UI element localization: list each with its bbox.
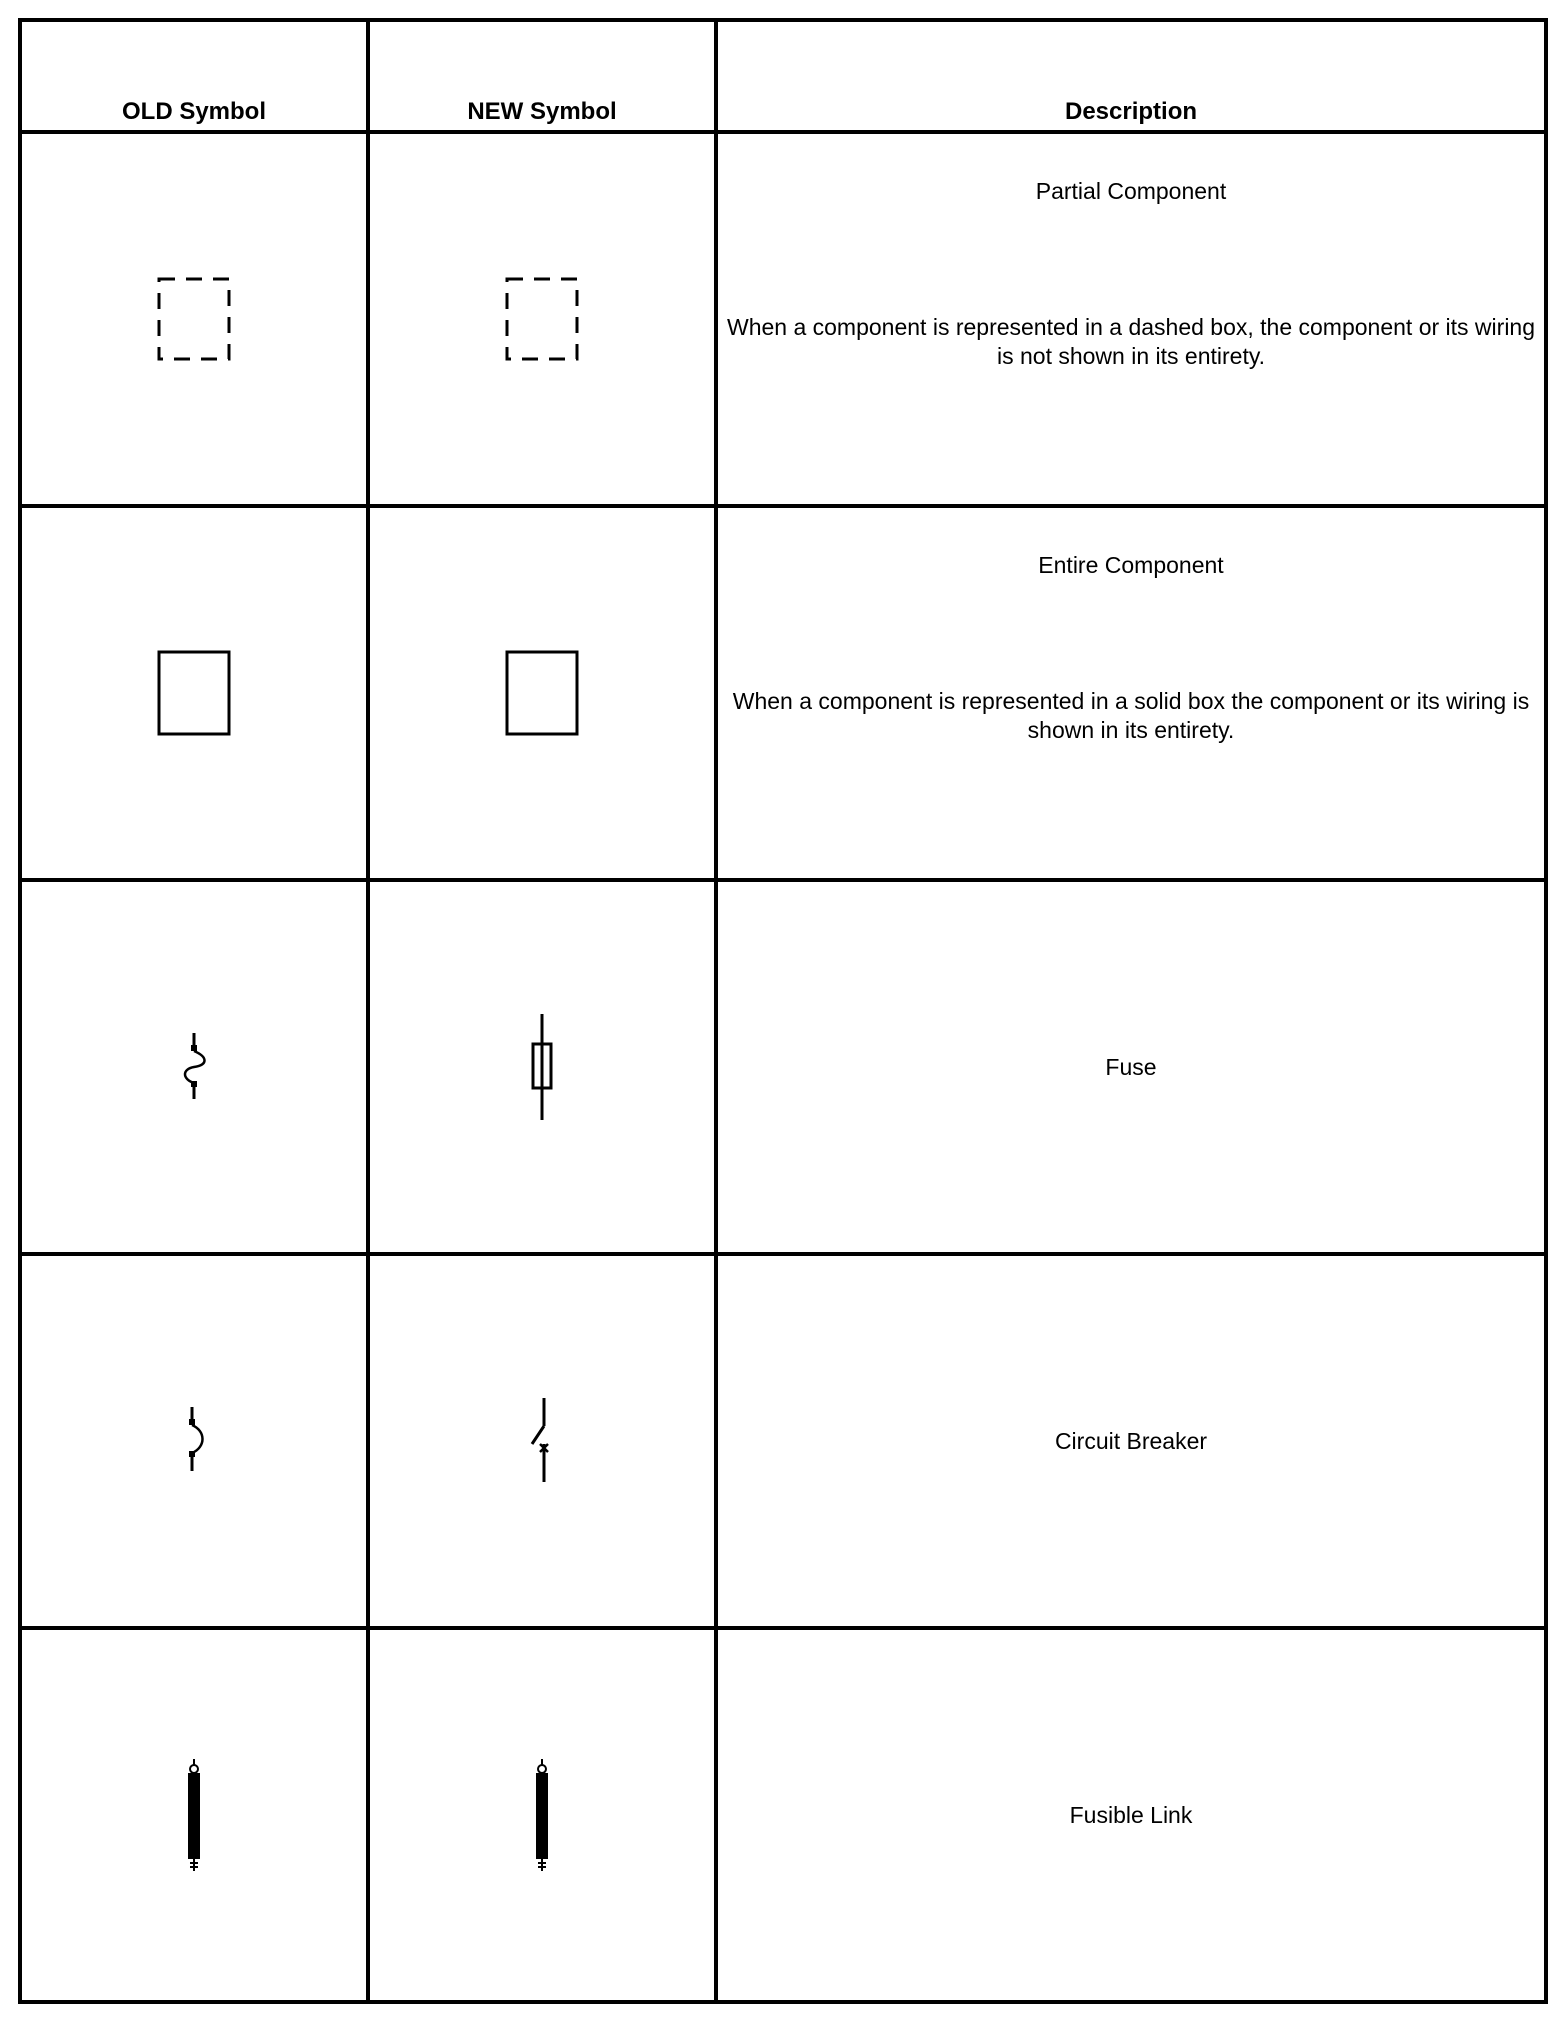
symbol-table xyxy=(18,18,1548,2004)
circuit-breaker-new-icon xyxy=(522,1396,562,1486)
table-row xyxy=(20,1628,1546,2002)
header-description: Description xyxy=(716,20,1546,132)
new-symbol-cell xyxy=(368,506,716,880)
table-row xyxy=(20,880,1546,1254)
description-title: Fusible Link xyxy=(1069,1802,1193,1828)
description-cell xyxy=(716,506,1546,880)
header-new-symbol: NEW Symbol xyxy=(368,20,716,132)
description-title: Fuse xyxy=(1105,1054,1157,1080)
header-old-symbol: OLD Symbol xyxy=(20,20,368,132)
description-note: When a component is represented in a dashed box, the component or its wiring is not shown in its entirety. xyxy=(726,314,1536,369)
table-row xyxy=(20,506,1546,880)
old-symbol-cell xyxy=(20,1628,368,2002)
table-row xyxy=(20,132,1546,506)
new-symbol-cell xyxy=(368,880,716,1254)
dashed-box-icon xyxy=(154,274,234,364)
description-note: When a component is represented in a solid box the component or its wiring is shown in its entirety. xyxy=(732,688,1530,743)
old-symbol-cell xyxy=(20,1254,368,1628)
new-symbol-cell xyxy=(368,132,716,506)
fuse-new-icon xyxy=(522,1012,562,1122)
description-cell xyxy=(716,880,1546,1254)
description-title: Entire Component xyxy=(1038,552,1224,578)
new-symbol-cell xyxy=(368,1254,716,1628)
old-symbol-cell xyxy=(20,880,368,1254)
old-symbol-cell xyxy=(20,132,368,506)
circuit-breaker-old-icon xyxy=(174,1403,214,1479)
dashed-box-icon xyxy=(502,274,582,364)
fusible-link-new-icon xyxy=(522,1757,562,1873)
fuse-old-icon xyxy=(174,1027,214,1107)
new-symbol-cell xyxy=(368,1628,716,2002)
description-cell xyxy=(716,132,1546,506)
solid-box-icon xyxy=(154,647,234,739)
table-row xyxy=(20,1254,1546,1628)
fusible-link-old-icon xyxy=(174,1757,214,1873)
description-cell xyxy=(716,1254,1546,1628)
old-symbol-cell xyxy=(20,506,368,880)
description-title: Circuit Breaker xyxy=(1054,1428,1208,1454)
description-cell xyxy=(716,1628,1546,2002)
description-title: Partial Component xyxy=(1035,178,1227,204)
solid-box-icon xyxy=(502,647,582,739)
